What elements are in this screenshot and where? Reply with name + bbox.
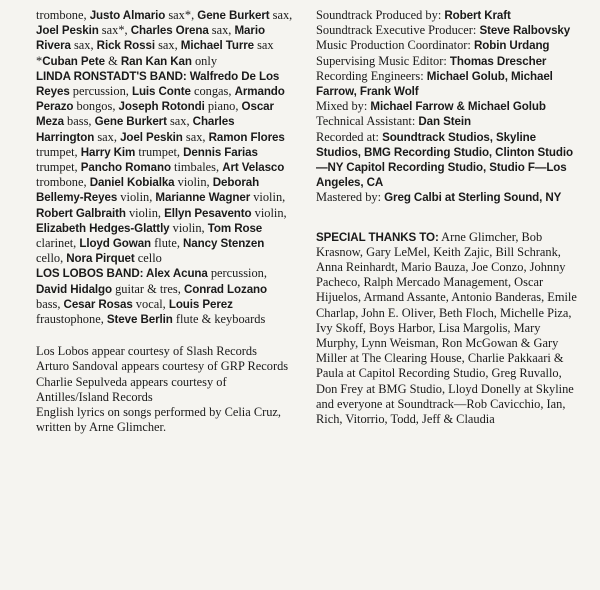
credit-role: cello,	[36, 251, 67, 266]
credit-name: Charles Orena	[130, 24, 209, 38]
credit-role: flute & keyboards	[172, 312, 266, 327]
credit-role: sax,	[269, 8, 293, 22]
credit-role: flute,	[151, 236, 184, 251]
credit-role: sax	[254, 38, 274, 53]
credit-role: sax,	[208, 23, 235, 38]
credit-role: bass,	[63, 114, 95, 129]
credit-role: sax,	[154, 38, 181, 53]
credit-name: Greg Calbi at Sterling Sound, NY	[384, 191, 562, 205]
credit-name: Ellyn Pesavento	[164, 206, 252, 220]
credit-role: trombone,	[36, 8, 90, 22]
credit-role: bass,	[36, 296, 64, 311]
credit-role: Supervising Music Editor:	[316, 53, 450, 68]
courtesy-sandoval: Arturo Sandoval appears courtesy of GRP Records	[36, 359, 289, 374]
credit-role: sax*,	[165, 8, 198, 22]
credit-name: Tom Rose	[207, 221, 263, 235]
credit-name: Steve Berlin	[106, 313, 173, 327]
credit-name: Conrad Lozano	[183, 282, 268, 296]
credit-name: Robert Kraft	[444, 9, 511, 22]
credit-name: Joseph Rotondi	[118, 100, 205, 114]
credit-role: fraustophone,	[36, 312, 107, 327]
credit-name: Luis Conte	[131, 85, 191, 99]
credit-name: Daniel Kobialka	[89, 176, 175, 190]
credit-name: Marianne Wagner	[155, 191, 251, 205]
credit-role: Technical Assistant:	[316, 114, 419, 129]
courtesy-sepulveda: Charlie Sepulveda appears courtesy of Antilles/Island Records	[36, 374, 227, 404]
credit-name: Harry Kim	[80, 145, 136, 159]
credit-role: Mixed by:	[316, 99, 371, 114]
credit-role: Recorded at:	[316, 129, 383, 144]
credit-role: bongos,	[73, 99, 119, 114]
credit-name: Deborah Bellemy-Reyes	[36, 176, 260, 205]
credit-name: Oscar Meza	[36, 100, 274, 129]
credit-name: Steve Ralbovsky	[479, 24, 571, 38]
credit-role: violin,	[250, 190, 286, 205]
credit-role: violin,	[174, 175, 213, 190]
credit-name: Joel Peskin	[120, 130, 183, 144]
music-coordinator-credit	[316, 38, 578, 53]
credit-role: clarinet,	[36, 236, 80, 251]
credit-name: Elizabeth Hedges-Glattly	[36, 221, 170, 235]
spacer	[36, 327, 294, 344]
special-thanks	[316, 230, 578, 428]
credit-role: Soundtrack Produced by:	[316, 8, 445, 22]
credit-role: sax,	[70, 38, 97, 53]
left-column	[36, 8, 294, 435]
credit-name: Ran Kan Kan	[120, 54, 192, 68]
credit-name: Robert Galbraith	[36, 206, 126, 220]
mixed-by-credit	[316, 99, 578, 114]
credit-name: Joel Peskin	[36, 24, 99, 38]
credit-role: percussion,	[69, 84, 132, 99]
credit-role: percussion,	[207, 266, 267, 281]
credit-role: trumpet,	[36, 160, 81, 175]
credit-trombone-sax	[36, 8, 294, 54]
credit-role: guitar & tres,	[112, 281, 184, 296]
credit-los-lobos-band	[36, 266, 294, 327]
credit-footnote	[36, 54, 294, 69]
credit-name: SPECIAL THANKS TO:	[316, 230, 439, 244]
executive-producer-credit	[316, 23, 578, 38]
credit-role: sax,	[94, 129, 121, 144]
credit-name: Thomas Drescher	[449, 54, 547, 68]
credit-name: Cesar Rosas	[63, 297, 133, 311]
credit-name: Pancho Romano	[80, 161, 171, 175]
credit-name: Mario Rivera	[36, 24, 265, 53]
credit-role: piano,	[204, 99, 242, 114]
credit-role: violin,	[169, 220, 208, 235]
credit-name: Justo Almario	[89, 9, 166, 22]
credit-name: Lloyd Gowan	[79, 237, 152, 251]
credit-name: Cuban Pete	[42, 54, 105, 68]
spacer	[316, 206, 578, 230]
credit-role: trumpet,	[135, 144, 184, 159]
credit-role: Arne Glimcher, Bob Krasnow, Gary LeMel, Keith Zajic, Bill Schrank, Anna Reinhardt, Mario Bauza, Joe Conzo, Johnny Pacheco, Ralph Mercado Management, Oscar Hijuelos, Armand Assante, Antonio Banderas, Emile Charlap, John E. Oliver, Beth Floch, Michelle Piza, Ivy Skoff, Boys Harbor, Lisa Margolis, Mary Murphy, Lynn Weisman, Ron McGowan & Gary Miller at The Clearing House, Charlie Pakkaari & Paula at Capitol Recording Studio, Greg Ruvallo, Don Frey at BMG Studio, Lloyd Donelly at Skyline and everyone at Soundtrack—Rob Cavicchio, Ian, Rich, Vitorrio, Todd, Jeff & Claudia	[316, 229, 577, 427]
credit-name: Dan Stein	[418, 115, 471, 129]
credit-name: Rick Rossi	[96, 39, 155, 53]
credit-name: Michael Turre	[180, 39, 255, 53]
credit-role: *	[36, 53, 43, 68]
right-column	[316, 8, 578, 427]
credit-role: Mastered by:	[316, 190, 385, 205]
courtesy-los-lobos: Los Lobos appear courtesy of Slash Records	[36, 344, 257, 359]
credit-role: Soundtrack Executive Producer:	[316, 23, 480, 38]
credit-role: violin,	[117, 190, 156, 205]
credit-role: only	[191, 53, 218, 68]
english-lyrics-note: English lyrics on songs performed by Celia Cruz, written by Arne Glimcher.	[36, 405, 282, 435]
credit-name: Dennis Farias	[183, 145, 258, 159]
recorded-at-credit	[316, 130, 578, 191]
credit-role: sax,	[182, 129, 209, 144]
credit-name: Nora Pirquet	[66, 252, 135, 266]
technical-assistant-credit	[316, 114, 578, 129]
credit-role: violin,	[125, 205, 165, 220]
credit-role: Music Production Coordinator:	[316, 38, 474, 53]
producer-credit	[316, 8, 578, 23]
credit-role: congas,	[190, 84, 235, 99]
credit-role: timbales,	[170, 160, 223, 175]
credit-name: David Hidalgo	[36, 282, 113, 296]
credit-name: Michael Farrow & Michael Golub	[370, 100, 546, 114]
credit-name: Charles Harrington	[36, 115, 235, 144]
credit-ronstadt-band	[36, 69, 294, 267]
mastered-by-credit	[316, 190, 578, 205]
credit-name: Art Velasco	[222, 161, 285, 175]
credit-role: cello	[134, 251, 162, 266]
credit-name: LOS LOBOS BAND: Alex Acuna	[36, 267, 208, 281]
credit-name: Soundtrack Studios, Skyline Studios, BMG Recording Studio, Clinton Studio—NY Capitol Recording Studio, Studio F—Los Angeles, CA	[316, 130, 573, 190]
credit-role: trombone,	[36, 175, 90, 190]
credit-name: Nancy Stenzen	[183, 237, 265, 251]
credit-name: LINDA RONSTADT'S BAND: Walfredo De Los Reyes	[36, 69, 280, 99]
credit-role: violin,	[251, 205, 287, 220]
credit-role: sax,	[166, 114, 193, 129]
credit-role: &	[104, 53, 121, 68]
credit-name: Louis Perez	[168, 297, 233, 311]
credit-role: trumpet,	[36, 144, 81, 159]
credit-name: Armando Perazo	[36, 85, 285, 114]
music-editor-credit	[316, 54, 578, 69]
credit-role: Recording Engineers:	[316, 68, 427, 83]
credit-name: Robin Urdang	[473, 39, 550, 53]
credit-name: Gene Burkert	[197, 9, 270, 22]
credit-role: vocal,	[132, 296, 169, 311]
credit-name: Gene Burkert	[94, 115, 167, 129]
recording-engineers-credit	[316, 69, 578, 99]
credit-role: sax*,	[98, 23, 131, 38]
credit-name: Michael Golub, Michael Farrow, Frank Wolf	[316, 69, 553, 99]
credit-name: Ramon Flores	[208, 130, 285, 144]
